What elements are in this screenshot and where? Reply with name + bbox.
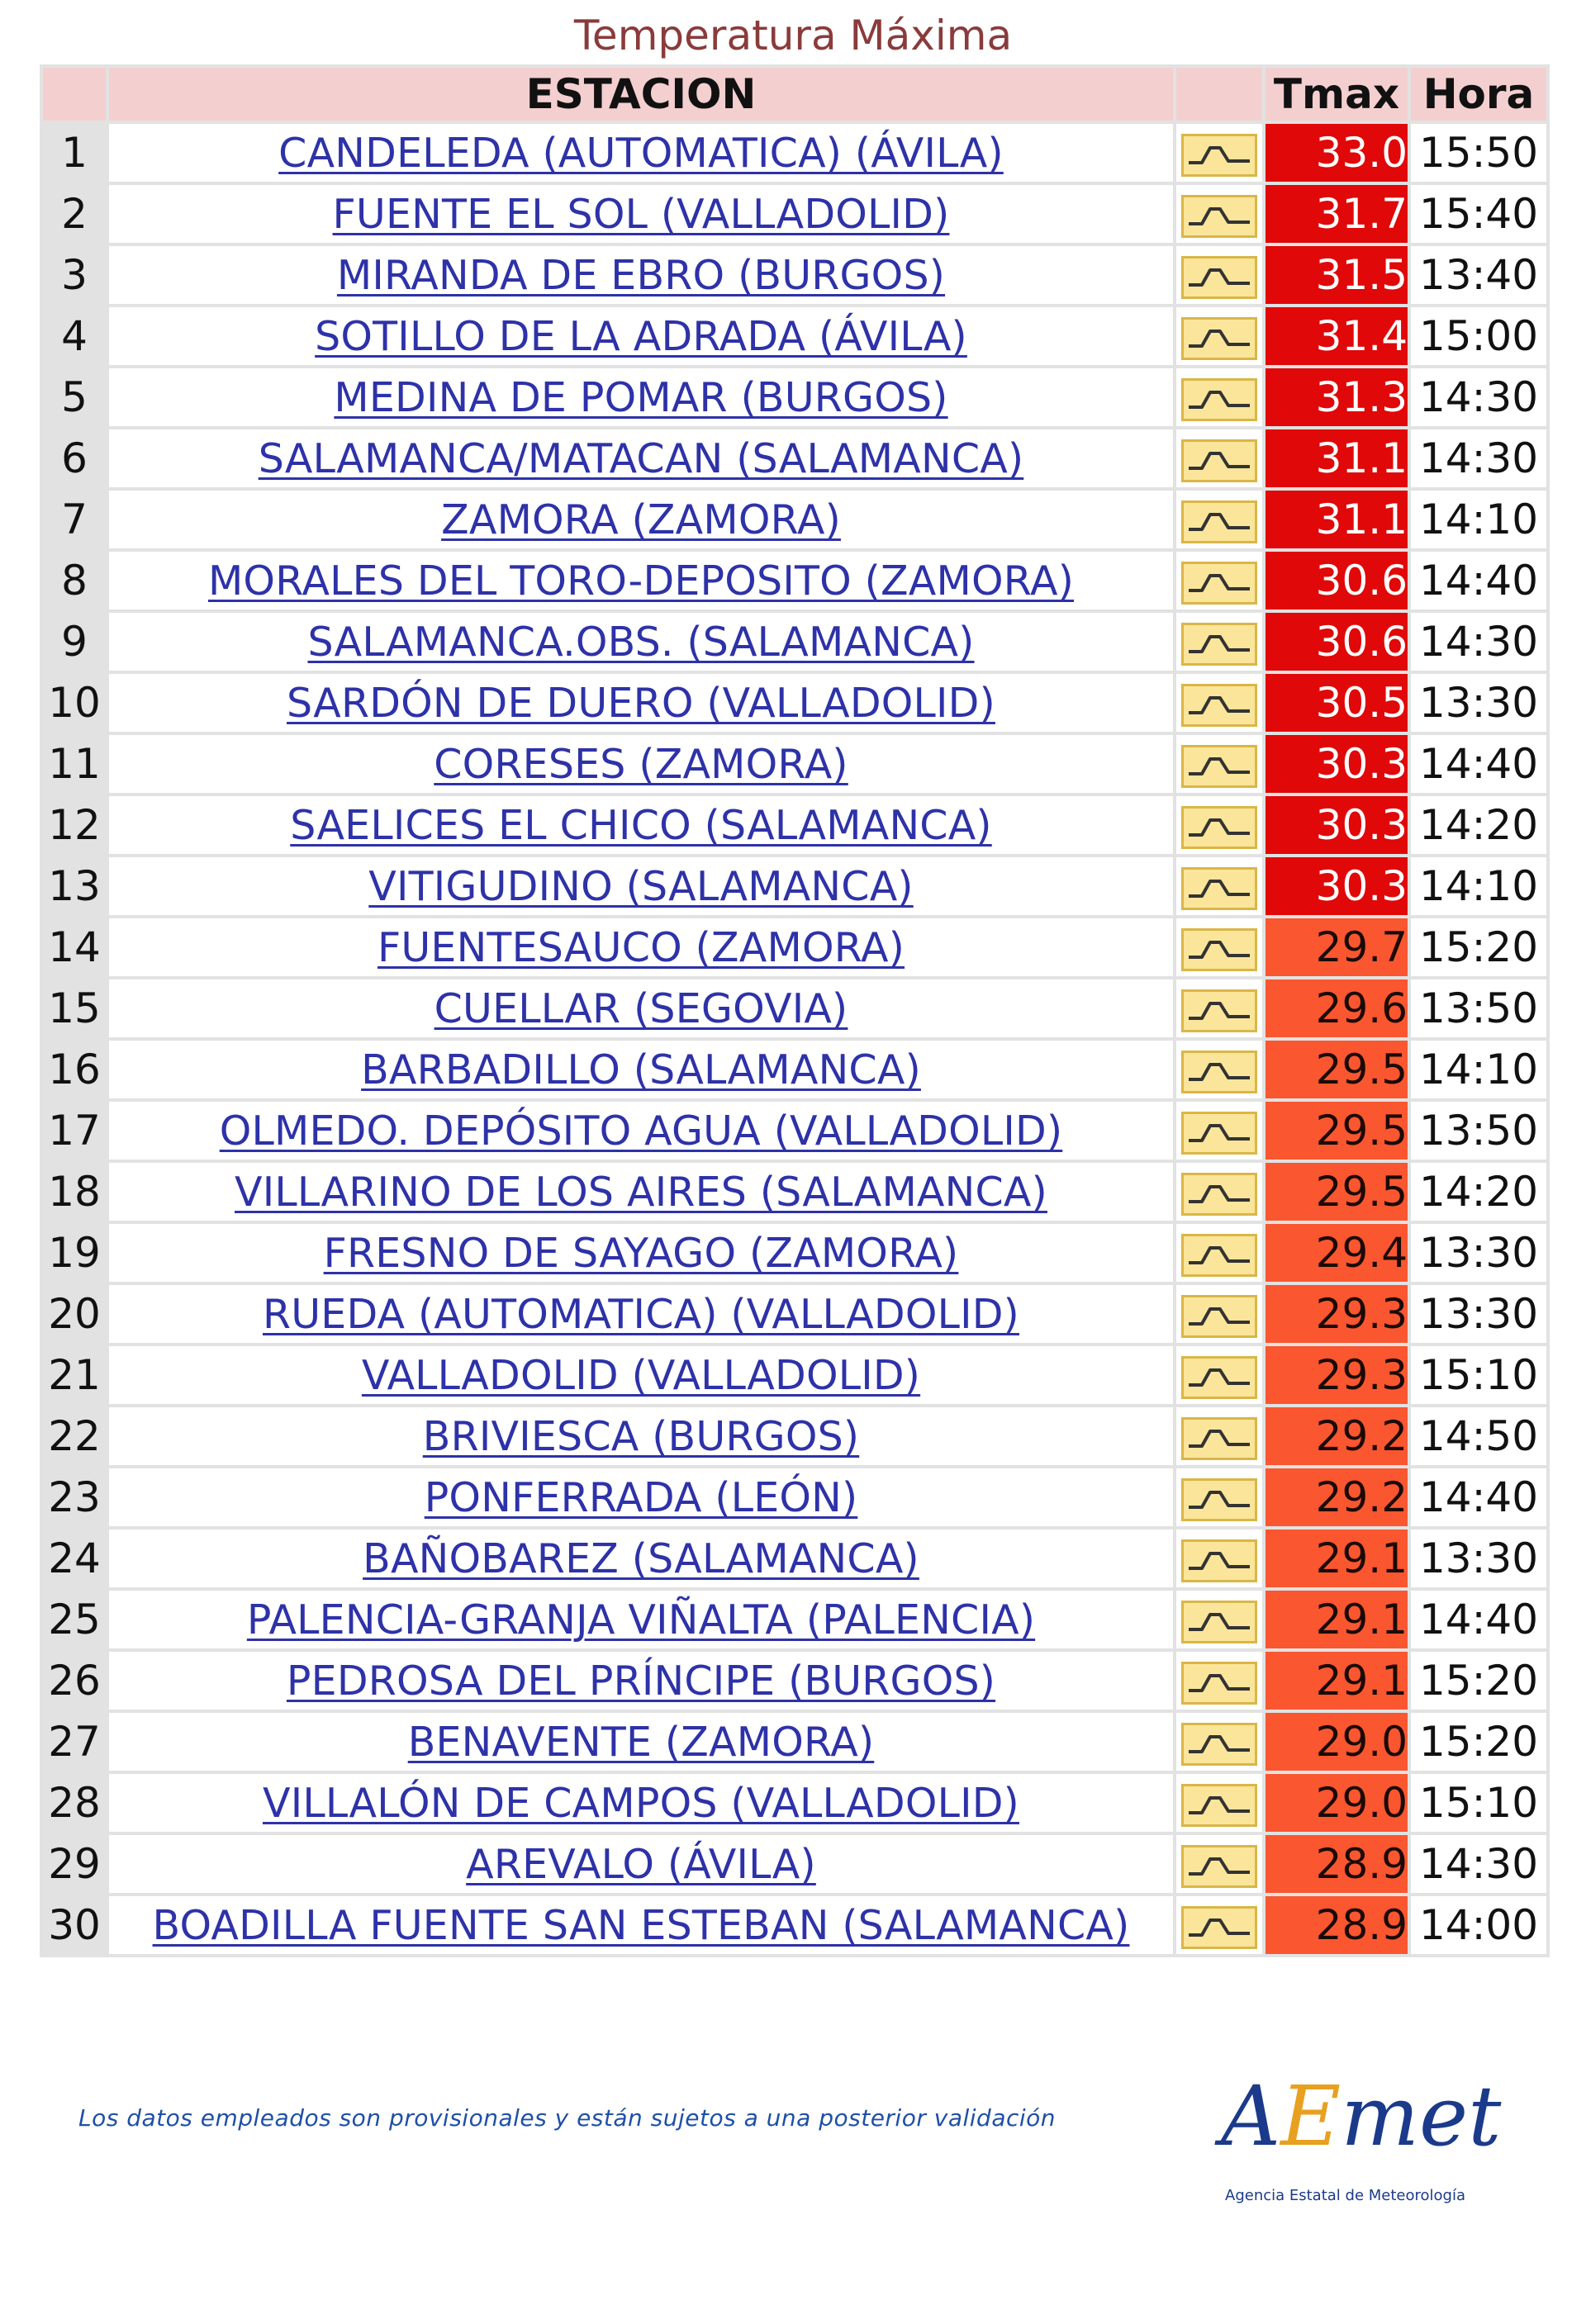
rank-cell: 14 bbox=[43, 918, 106, 976]
tmax-header: Tmax bbox=[1265, 68, 1408, 121]
line-graph-icon[interactable] bbox=[1181, 1662, 1257, 1705]
station-link[interactable]: SALAMANCA.OBS. (SALAMANCA) bbox=[307, 619, 975, 666]
hora-cell: 15:00 bbox=[1411, 307, 1546, 365]
station-link[interactable]: PONFERRADA (LEÓN) bbox=[424, 1474, 858, 1521]
station-cell bbox=[109, 1896, 1173, 1954]
table-row bbox=[43, 1591, 1546, 1648]
hora-cell: 14:10 bbox=[1411, 491, 1546, 548]
graph-cell bbox=[1176, 1224, 1262, 1282]
station-cell bbox=[109, 124, 1173, 182]
rank-cell: 3 bbox=[43, 246, 106, 304]
line-graph-icon[interactable] bbox=[1181, 1173, 1257, 1216]
station-link[interactable]: CORESES (ZAMORA) bbox=[434, 741, 848, 788]
graph-cell bbox=[1176, 307, 1262, 365]
table-header-row bbox=[43, 68, 1546, 121]
table-row bbox=[43, 1774, 1546, 1832]
rank-cell: 9 bbox=[43, 613, 106, 671]
hora-cell: 14:20 bbox=[1411, 1163, 1546, 1221]
station-cell bbox=[109, 1652, 1173, 1710]
station-link[interactable]: FRESNO DE SAYAGO (ZAMORA) bbox=[323, 1230, 959, 1277]
station-cell bbox=[109, 1041, 1173, 1098]
station-cell bbox=[109, 1163, 1173, 1221]
tmax-cell: 33.0 bbox=[1265, 124, 1408, 182]
rank-cell: 23 bbox=[43, 1468, 106, 1526]
station-cell bbox=[109, 1407, 1173, 1465]
rank-cell: 10 bbox=[43, 674, 106, 732]
table-row bbox=[43, 1285, 1546, 1343]
aemet-subtitle: Agencia Estatal de Meteorología bbox=[1225, 2187, 1465, 2204]
station-cell bbox=[109, 1468, 1173, 1526]
graph-cell bbox=[1176, 1774, 1262, 1832]
tmax-cell: 31.1 bbox=[1265, 491, 1408, 548]
hora-cell: 13:40 bbox=[1411, 246, 1546, 304]
station-link[interactable]: VILLARINO DE LOS AIRES (SALAMANCA) bbox=[235, 1169, 1047, 1216]
table-row bbox=[43, 1102, 1546, 1160]
hora-cell: 14:30 bbox=[1411, 368, 1546, 426]
rank-header bbox=[43, 68, 106, 121]
station-link[interactable]: CUELLAR (SEGOVIA) bbox=[434, 985, 848, 1032]
tmax-cell: 29.2 bbox=[1265, 1468, 1408, 1526]
table-row bbox=[43, 246, 1546, 304]
tmax-cell: 29.5 bbox=[1265, 1102, 1408, 1160]
station-cell bbox=[109, 185, 1173, 243]
hora-cell: 14:30 bbox=[1411, 429, 1546, 487]
hora-cell: 14:40 bbox=[1411, 1468, 1546, 1526]
hora-cell: 15:20 bbox=[1411, 1652, 1546, 1710]
station-link[interactable]: BARBADILLO (SALAMANCA) bbox=[361, 1046, 921, 1093]
graph-cell bbox=[1176, 1163, 1262, 1221]
station-link[interactable]: MEDINA DE POMAR (BURGOS) bbox=[334, 374, 948, 421]
station-cell bbox=[109, 735, 1173, 793]
graph-header bbox=[1176, 68, 1262, 121]
table-row bbox=[43, 735, 1546, 793]
rank-cell: 17 bbox=[43, 1102, 106, 1160]
station-link[interactable]: VALLADOLID (VALLADOLID) bbox=[361, 1352, 921, 1399]
station-cell bbox=[109, 796, 1173, 854]
rank-cell: 18 bbox=[43, 1163, 106, 1221]
graph-cell bbox=[1176, 1468, 1262, 1526]
station-link[interactable]: VILLALÓN DE CAMPOS (VALLADOLID) bbox=[262, 1780, 1019, 1827]
graph-cell bbox=[1176, 1102, 1262, 1160]
line-graph-icon[interactable] bbox=[1181, 256, 1257, 299]
graph-cell bbox=[1176, 246, 1262, 304]
tmax-cell: 31.7 bbox=[1265, 185, 1408, 243]
hora-cell: 15:10 bbox=[1411, 1346, 1546, 1404]
table-row bbox=[43, 1835, 1546, 1893]
tmax-cell: 29.3 bbox=[1265, 1346, 1408, 1404]
line-graph-icon[interactable] bbox=[1181, 684, 1257, 727]
rank-cell: 29 bbox=[43, 1835, 106, 1893]
rank-cell: 13 bbox=[43, 857, 106, 915]
rank-cell: 26 bbox=[43, 1652, 106, 1710]
tmax-cell: 29.5 bbox=[1265, 1163, 1408, 1221]
station-cell bbox=[109, 491, 1173, 548]
line-graph-icon[interactable] bbox=[1181, 1784, 1257, 1827]
station-link[interactable]: MIRANDA DE EBRO (BURGOS) bbox=[336, 252, 946, 299]
hora-cell: 13:30 bbox=[1411, 1530, 1546, 1587]
table-row bbox=[43, 368, 1546, 426]
hora-cell: 14:40 bbox=[1411, 1591, 1546, 1648]
table-row bbox=[43, 674, 1546, 732]
table-row bbox=[43, 1163, 1546, 1221]
tmax-cell: 29.7 bbox=[1265, 918, 1408, 976]
line-graph-icon[interactable] bbox=[1181, 1112, 1257, 1155]
table-row bbox=[43, 1346, 1546, 1404]
line-graph-icon[interactable] bbox=[1181, 989, 1257, 1032]
line-graph-icon[interactable] bbox=[1181, 500, 1257, 543]
station-cell bbox=[109, 1835, 1173, 1893]
graph-cell bbox=[1176, 429, 1262, 487]
table-row bbox=[43, 1652, 1546, 1710]
station-link[interactable]: CANDELEDA (AUTOMATICA) (ÁVILA) bbox=[278, 130, 1004, 177]
graph-cell bbox=[1176, 185, 1262, 243]
line-graph-icon[interactable] bbox=[1181, 317, 1257, 360]
station-link[interactable]: VITIGUDINO (SALAMANCA) bbox=[368, 863, 914, 910]
tmax-cell: 31.5 bbox=[1265, 246, 1408, 304]
graph-cell bbox=[1176, 1652, 1262, 1710]
tmax-cell: 29.0 bbox=[1265, 1713, 1408, 1771]
station-link[interactable]: SALAMANCA/MATACAN (SALAMANCA) bbox=[258, 435, 1024, 482]
tmax-cell: 30.3 bbox=[1265, 857, 1408, 915]
tmax-cell: 29.6 bbox=[1265, 979, 1408, 1037]
station-cell bbox=[109, 246, 1173, 304]
table-row bbox=[43, 918, 1546, 976]
station-link[interactable]: PEDROSA DEL PRÍNCIPE (BURGOS) bbox=[286, 1658, 996, 1705]
station-cell bbox=[109, 613, 1173, 671]
line-graph-icon[interactable] bbox=[1181, 1539, 1257, 1582]
graph-cell bbox=[1176, 613, 1262, 671]
station-link[interactable]: BAÑOBAREZ (SALAMANCA) bbox=[363, 1535, 919, 1582]
table-row bbox=[43, 979, 1546, 1037]
station-link[interactable]: MORALES DEL TORO-DEPOSITO (ZAMORA) bbox=[207, 557, 1075, 605]
table-row bbox=[43, 1041, 1546, 1098]
rank-cell: 8 bbox=[43, 552, 106, 609]
rank-cell: 27 bbox=[43, 1713, 106, 1771]
aemet-logo[interactable] bbox=[1221, 2068, 1502, 2204]
line-graph-icon[interactable] bbox=[1181, 195, 1257, 238]
graph-cell bbox=[1176, 735, 1262, 793]
tmax-cell: 29.1 bbox=[1265, 1530, 1408, 1587]
rank-cell: 7 bbox=[43, 491, 106, 548]
line-graph-icon[interactable] bbox=[1181, 1051, 1257, 1093]
table-row bbox=[43, 1896, 1546, 1954]
graph-cell bbox=[1176, 857, 1262, 915]
station-cell bbox=[109, 979, 1173, 1037]
rank-cell: 28 bbox=[43, 1774, 106, 1832]
rank-cell: 24 bbox=[43, 1530, 106, 1587]
graph-cell bbox=[1176, 1835, 1262, 1893]
rank-cell: 25 bbox=[43, 1591, 106, 1648]
hora-cell: 15:40 bbox=[1411, 185, 1546, 243]
rank-cell: 6 bbox=[43, 429, 106, 487]
tmax-cell: 29.2 bbox=[1265, 1407, 1408, 1465]
table-row bbox=[43, 613, 1546, 671]
line-graph-icon[interactable] bbox=[1181, 745, 1257, 788]
rank-cell: 21 bbox=[43, 1346, 106, 1404]
hora-cell: 13:50 bbox=[1411, 1102, 1546, 1160]
line-graph-icon[interactable] bbox=[1181, 1478, 1257, 1521]
tmax-cell: 29.1 bbox=[1265, 1652, 1408, 1710]
tmax-cell: 30.6 bbox=[1265, 613, 1408, 671]
table-body bbox=[43, 124, 1546, 1954]
tmax-cell: 29.0 bbox=[1265, 1774, 1408, 1832]
hora-cell: 15:20 bbox=[1411, 1713, 1546, 1771]
station-cell bbox=[109, 429, 1173, 487]
page-title: Temperatura Máxima bbox=[573, 12, 1013, 59]
tmax-cell: 30.6 bbox=[1265, 552, 1408, 609]
table-row bbox=[43, 491, 1546, 548]
station-cell bbox=[109, 857, 1173, 915]
station-link[interactable]: FUENTE EL SOL (VALLADOLID) bbox=[332, 191, 950, 238]
station-link[interactable]: ZAMORA (ZAMORA) bbox=[441, 496, 841, 543]
temperature-ranking-table bbox=[40, 64, 1550, 1957]
line-graph-icon[interactable] bbox=[1181, 1845, 1257, 1888]
table-row bbox=[43, 429, 1546, 487]
graph-cell bbox=[1176, 979, 1262, 1037]
table-row bbox=[43, 1468, 1546, 1526]
hora-cell: 13:30 bbox=[1411, 1224, 1546, 1282]
table-row bbox=[43, 857, 1546, 915]
station-cell bbox=[109, 1285, 1173, 1343]
line-graph-icon[interactable] bbox=[1181, 928, 1257, 971]
rank-cell: 11 bbox=[43, 735, 106, 793]
rank-cell: 20 bbox=[43, 1285, 106, 1343]
line-graph-icon[interactable] bbox=[1181, 378, 1257, 421]
rank-cell: 19 bbox=[43, 1224, 106, 1282]
station-cell bbox=[109, 1530, 1173, 1587]
tmax-cell: 31.4 bbox=[1265, 307, 1408, 365]
line-graph-icon[interactable] bbox=[1181, 134, 1257, 177]
tmax-cell: 28.9 bbox=[1265, 1896, 1408, 1954]
station-cell bbox=[109, 552, 1173, 609]
graph-cell bbox=[1176, 1346, 1262, 1404]
hora-cell: 14:40 bbox=[1411, 735, 1546, 793]
aemet-wordmark: AEmet bbox=[1221, 2068, 1502, 2165]
rank-cell: 30 bbox=[43, 1896, 106, 1954]
hora-cell: 13:30 bbox=[1411, 1285, 1546, 1343]
line-graph-icon[interactable] bbox=[1181, 1295, 1257, 1338]
line-graph-icon[interactable] bbox=[1181, 867, 1257, 910]
tmax-cell: 29.5 bbox=[1265, 1041, 1408, 1098]
rank-cell: 2 bbox=[43, 185, 106, 243]
rank-cell: 1 bbox=[43, 124, 106, 182]
line-graph-icon[interactable] bbox=[1181, 562, 1257, 605]
hora-cell: 14:40 bbox=[1411, 552, 1546, 609]
line-graph-icon[interactable] bbox=[1181, 1723, 1257, 1766]
tmax-cell: 29.4 bbox=[1265, 1224, 1408, 1282]
station-link[interactable]: BOADILLA FUENTE SAN ESTEBAN (SALAMANCA) bbox=[152, 1902, 1130, 1949]
station-link[interactable]: SARDÓN DE DUERO (VALLADOLID) bbox=[287, 680, 995, 727]
graph-cell bbox=[1176, 1530, 1262, 1587]
station-cell bbox=[109, 307, 1173, 365]
tmax-cell: 30.5 bbox=[1265, 674, 1408, 732]
table-row bbox=[43, 1530, 1546, 1587]
graph-cell bbox=[1176, 1896, 1262, 1954]
station-cell bbox=[109, 1713, 1173, 1771]
graph-cell bbox=[1176, 1407, 1262, 1465]
graph-cell bbox=[1176, 674, 1262, 732]
graph-cell bbox=[1176, 796, 1262, 854]
hora-header: Hora bbox=[1411, 68, 1546, 121]
station-cell bbox=[109, 918, 1173, 976]
line-graph-icon[interactable] bbox=[1181, 806, 1257, 849]
tmax-cell: 30.3 bbox=[1265, 796, 1408, 854]
station-link[interactable]: PALENCIA-GRANJA VIÑALTA (PALENCIA) bbox=[246, 1596, 1036, 1643]
station-link[interactable]: BRIVIESCA (BURGOS) bbox=[422, 1413, 860, 1460]
station-header: ESTACION bbox=[109, 68, 1173, 121]
table-row bbox=[43, 796, 1546, 854]
graph-cell bbox=[1176, 1591, 1262, 1648]
graph-cell bbox=[1176, 1713, 1262, 1771]
tmax-cell: 29.3 bbox=[1265, 1285, 1408, 1343]
line-graph-icon[interactable] bbox=[1181, 1417, 1257, 1460]
hora-cell: 13:30 bbox=[1411, 674, 1546, 732]
hora-cell: 14:50 bbox=[1411, 1407, 1546, 1465]
graph-cell bbox=[1176, 552, 1262, 609]
rank-cell: 16 bbox=[43, 1041, 106, 1098]
table-row bbox=[43, 124, 1546, 182]
hora-cell: 14:20 bbox=[1411, 796, 1546, 854]
station-cell bbox=[109, 1102, 1173, 1160]
tmax-cell: 30.3 bbox=[1265, 735, 1408, 793]
tmax-cell: 31.1 bbox=[1265, 429, 1408, 487]
station-cell bbox=[109, 674, 1173, 732]
line-graph-icon[interactable] bbox=[1181, 1601, 1257, 1643]
station-link[interactable]: OLMEDO. DEPÓSITO AGUA (VALLADOLID) bbox=[219, 1107, 1063, 1155]
table-row bbox=[43, 1224, 1546, 1282]
rank-cell: 12 bbox=[43, 796, 106, 854]
station-cell bbox=[109, 1224, 1173, 1282]
station-link[interactable]: BENAVENTE (ZAMORA) bbox=[407, 1719, 875, 1766]
station-cell bbox=[109, 368, 1173, 426]
disclaimer-text: Los datos empleados son provisionales y están sujetos a una posterior validación bbox=[78, 2104, 1057, 2132]
line-graph-icon[interactable] bbox=[1181, 1906, 1257, 1949]
graph-cell bbox=[1176, 368, 1262, 426]
graph-cell bbox=[1176, 1041, 1262, 1098]
tmax-cell: 29.1 bbox=[1265, 1591, 1408, 1648]
station-link[interactable]: RUEDA (AUTOMATICA) (VALLADOLID) bbox=[262, 1291, 1019, 1338]
table-row bbox=[43, 552, 1546, 609]
hora-cell: 14:00 bbox=[1411, 1896, 1546, 1954]
hora-cell: 15:20 bbox=[1411, 918, 1546, 976]
table-row bbox=[43, 1407, 1546, 1465]
station-link[interactable]: SOTILLO DE LA ADRADA (ÁVILA) bbox=[315, 313, 967, 360]
hora-cell: 14:10 bbox=[1411, 857, 1546, 915]
line-graph-icon[interactable] bbox=[1181, 1234, 1257, 1277]
station-link[interactable]: FUENTESAUCO (ZAMORA) bbox=[377, 924, 905, 971]
graph-cell bbox=[1176, 918, 1262, 976]
hora-cell: 14:30 bbox=[1411, 1835, 1546, 1893]
line-graph-icon[interactable] bbox=[1181, 1356, 1257, 1399]
table-row bbox=[43, 307, 1546, 365]
hora-cell: 15:50 bbox=[1411, 124, 1546, 182]
rank-cell: 4 bbox=[43, 307, 106, 365]
hora-cell: 13:50 bbox=[1411, 979, 1546, 1037]
rank-cell: 22 bbox=[43, 1407, 106, 1465]
rank-cell: 5 bbox=[43, 368, 106, 426]
station-link[interactable]: SAELICES EL CHICO (SALAMANCA) bbox=[290, 802, 992, 849]
tmax-cell: 28.9 bbox=[1265, 1835, 1408, 1893]
graph-cell bbox=[1176, 491, 1262, 548]
graph-cell bbox=[1176, 1285, 1262, 1343]
table-row bbox=[43, 1713, 1546, 1771]
hora-cell: 15:10 bbox=[1411, 1774, 1546, 1832]
station-link[interactable]: AREVALO (ÁVILA) bbox=[466, 1841, 816, 1888]
station-cell bbox=[109, 1591, 1173, 1648]
table-row bbox=[43, 185, 1546, 243]
line-graph-icon[interactable] bbox=[1181, 623, 1257, 666]
hora-cell: 14:10 bbox=[1411, 1041, 1546, 1098]
tmax-cell: 31.3 bbox=[1265, 368, 1408, 426]
station-cell bbox=[109, 1774, 1173, 1832]
hora-cell: 14:30 bbox=[1411, 613, 1546, 671]
graph-cell bbox=[1176, 124, 1262, 182]
rank-cell: 15 bbox=[43, 979, 106, 1037]
line-graph-icon[interactable] bbox=[1181, 439, 1257, 482]
station-cell bbox=[109, 1346, 1173, 1404]
